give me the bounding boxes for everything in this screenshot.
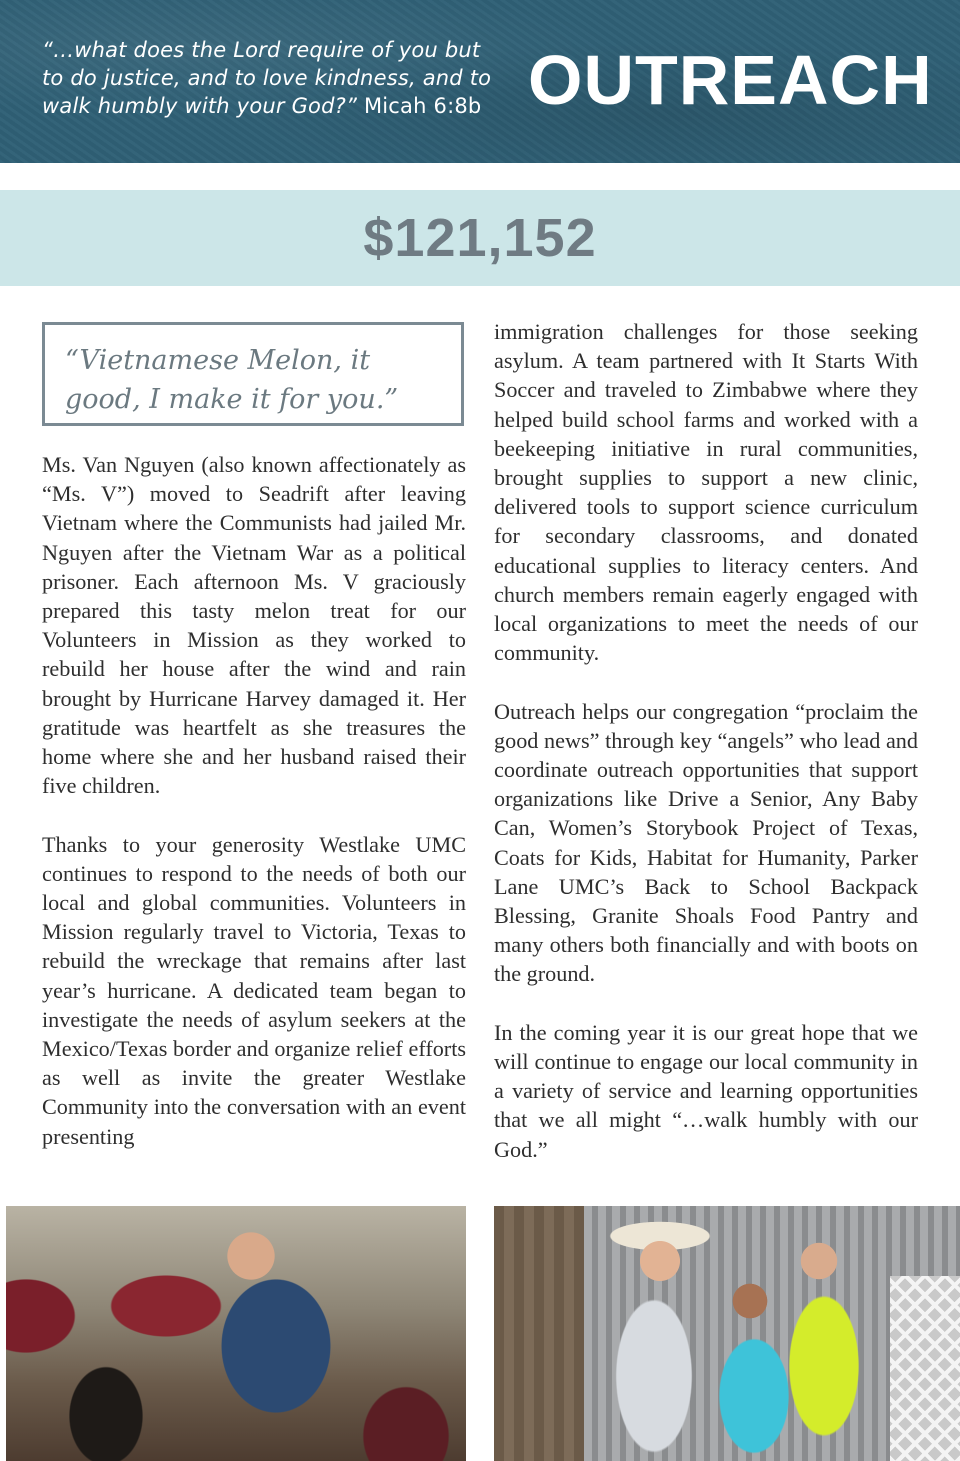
header-banner [0,0,960,163]
photo-classroom-zimbabwe [6,1206,466,1461]
paragraph-coming-year: In the coming year it is our great hope that we will continue to engage our local community in a variety of service and learning opportunities that we all might “…walk humbly with our God.” [494,1019,918,1162]
photo-volunteers-with-ms-v [494,1206,960,1461]
pull-quote-text: “Vietnamese Melon, it good, I make it for you.” [65,345,399,415]
scripture-quote [42,36,502,120]
paragraph-ms-v: Ms. Van Nguyen (also known affectionately as “Ms. V”) moved to Seadrift after leaving Vietnam where the Communists had jailed Mr. Nguyen after the Vietnam War as a political prisoner. Each afternoon Ms. V graciously prepared this tasty melon treat for our Volunteers in Mission as they worked to rebuild her house after the wind and rain brought by Hurricane Harvey damaged it. Her gratitude was heartfelt as she treasures the home where she and her husband raised their five children. [42,452,466,799]
outreach-amount: $121,152 [363,208,597,268]
page-title: OUTREACH [528,41,933,119]
paragraph-angels: Outreach helps our congregation “proclaim the good news” through key “angels” who lead and coordinate outreach opportunities that support organizations like Drive a Senior, Any Baby Can, Women’s Storybook Project of Texas, Coats for Kids, Habitat for Humanity, Parker Lane UMC’s Back to School Backpack Blessing, Granite Shoals Food Pantry and many others both financially and with boots on the ground. [494,698,918,987]
pull-quote-box [42,322,464,426]
scripture-quote-text: “…what does the Lord require of you but to do justice, and to love kindness, and to walk humbly with your God?” [42,38,492,118]
right-column [494,317,918,1193]
amount-band [0,190,960,286]
paragraph-generosity: Thanks to your generosity Westlake UMC continues to respond to the needs of both our local and global communities. Volunteers in Mission regularly travel to Victoria, Texas to rebuild the wreckage that remains after last year’s hurricane. A dedicated team began to investigate the needs of asylum seekers at the Mexico/Texas border and organize relief efforts as well as invite the greater Westlake Community into the conversation with an event presenting [42,831,466,1149]
scripture-reference: Micah 6:8b [363,94,482,118]
left-column [42,450,466,1180]
paragraph-zimbabwe: immigration challenges for those seeking asylum. A team partnered with It Starts With Soccer and traveled to Zimbabwe where they helped build school farms and worked with a beekeeping initiative in rural communities, brought supplies to support a new clinic, delivered tools to support science curriculum for secondary classrooms, and donated educational supplies to literacy centers. And church members remain eagerly engaged with local organizations to meet the needs of our community. [494,319,918,666]
